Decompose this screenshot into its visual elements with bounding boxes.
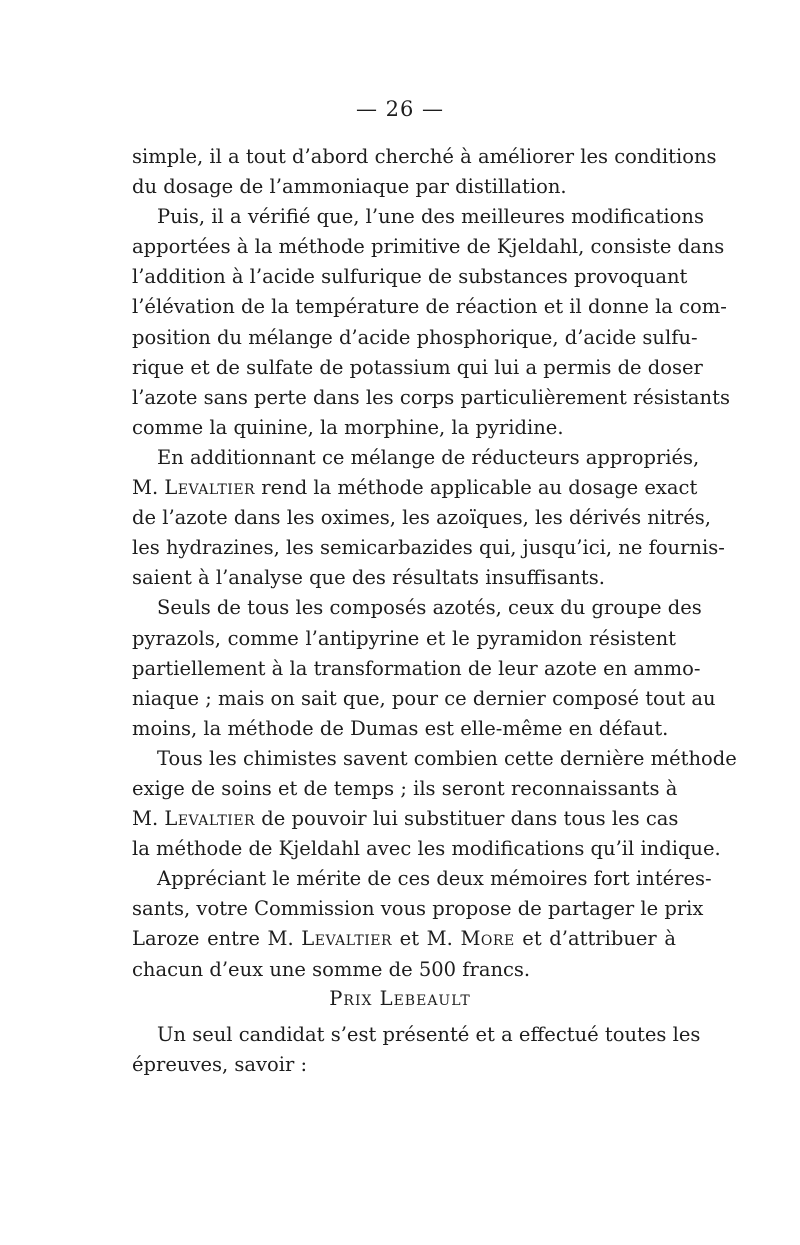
text-line: Appréciant le mérite de ces deux mémoires fort intéres- bbox=[157, 867, 712, 891]
text-fragment: M. bbox=[132, 476, 165, 500]
text-line: rique et de sulfate de potassium qui lui a permis de doser bbox=[132, 355, 703, 379]
text-fragment: et M. bbox=[392, 927, 461, 951]
text-line: partiellement à la transformation de leur azote en ammo- bbox=[132, 656, 701, 680]
text-line bbox=[132, 924, 676, 954]
author-name: Levaltier bbox=[164, 807, 256, 831]
text-line: la méthode de Kjeldahl avec les modifications qu’il indique. bbox=[132, 837, 721, 861]
paragraph bbox=[132, 864, 712, 984]
body-text bbox=[132, 142, 737, 985]
author-name: Levaltier bbox=[301, 927, 393, 951]
text-line: épreuves, savoir : bbox=[132, 1053, 308, 1077]
text-line: Tous les chimistes savent combien cette dernière méthode bbox=[157, 746, 737, 770]
text-line: niaque ; mais on sait que, pour ce dernier composé tout au bbox=[132, 686, 716, 710]
page-number: — 26 — bbox=[355, 97, 445, 121]
text-line: du dosage de l’ammoniaque par distillation. bbox=[132, 175, 567, 199]
text-fragment: Laroze entre M. bbox=[132, 927, 302, 951]
text-line: saient à l’analyse que des résultats insuffisants. bbox=[132, 566, 605, 590]
text-line bbox=[132, 473, 698, 503]
paragraph bbox=[132, 593, 716, 743]
text-line: position du mélange d’acide phosphorique, d’acide sulfu- bbox=[132, 325, 698, 349]
text-fragment: M. bbox=[132, 807, 165, 831]
text-line: Un seul candidat s’est présenté et a effectué toutes les bbox=[157, 1023, 701, 1046]
author-name: More bbox=[460, 927, 515, 951]
author-name: Levaltier bbox=[164, 476, 256, 500]
text-line: l’azote sans perte dans les corps particulièrement résistants bbox=[132, 385, 730, 409]
paragraph bbox=[132, 142, 717, 202]
text-fragment: de pouvoir lui substituer dans tous les cas bbox=[255, 807, 679, 831]
text-line: sants, votre Commission vous propose de partager le prix bbox=[132, 897, 704, 921]
text-line: exige de soins et de temps ; ils seront reconnaissants à bbox=[132, 776, 678, 800]
text-line: moins, la méthode de Dumas est elle-même en défaut. bbox=[132, 716, 669, 740]
paragraph bbox=[132, 202, 730, 443]
text-line: apportées à la méthode primitive de Kjeldahl, consiste dans bbox=[132, 235, 725, 259]
text-line: de l’azote dans les oximes, les azoïques, les dérivés nitrés, bbox=[132, 506, 712, 530]
text-line: Seuls de tous les composés azotés, ceux du groupe des bbox=[157, 596, 702, 620]
text-line: Puis, il a vérifié que, l’une des meilleures modifications bbox=[157, 205, 704, 229]
text-line: l’addition à l’acide sulfurique de substances provoquant bbox=[132, 265, 688, 289]
text-line: chacun d’eux une somme de 500 francs. bbox=[132, 957, 531, 981]
text-line bbox=[132, 804, 679, 834]
text-line: comme la quinine, la morphine, la pyridine. bbox=[132, 415, 564, 439]
text-line: simple, il a tout d’abord cherché à améliorer les conditions bbox=[132, 145, 717, 168]
paragraph bbox=[132, 744, 737, 864]
paragraph bbox=[132, 443, 725, 593]
closing-paragraph bbox=[132, 1020, 701, 1080]
text-line: pyrazols, comme l’antipyrine et le pyramidon résistent bbox=[132, 626, 676, 650]
text-line: En additionnant ce mélange de réducteurs appropriés, bbox=[157, 445, 700, 469]
text-fragment: rend la méthode applicable au dosage exact bbox=[255, 476, 698, 500]
text-fragment: et d’attribuer à bbox=[514, 927, 676, 951]
text-line: les hydrazines, les semicarbazides qui, jusqu’ici, ne fournis- bbox=[132, 536, 725, 560]
section-title: Prix Lebeault bbox=[329, 987, 471, 1010]
text-line: l’élévation de la température de réaction et il donne la com- bbox=[132, 295, 727, 319]
